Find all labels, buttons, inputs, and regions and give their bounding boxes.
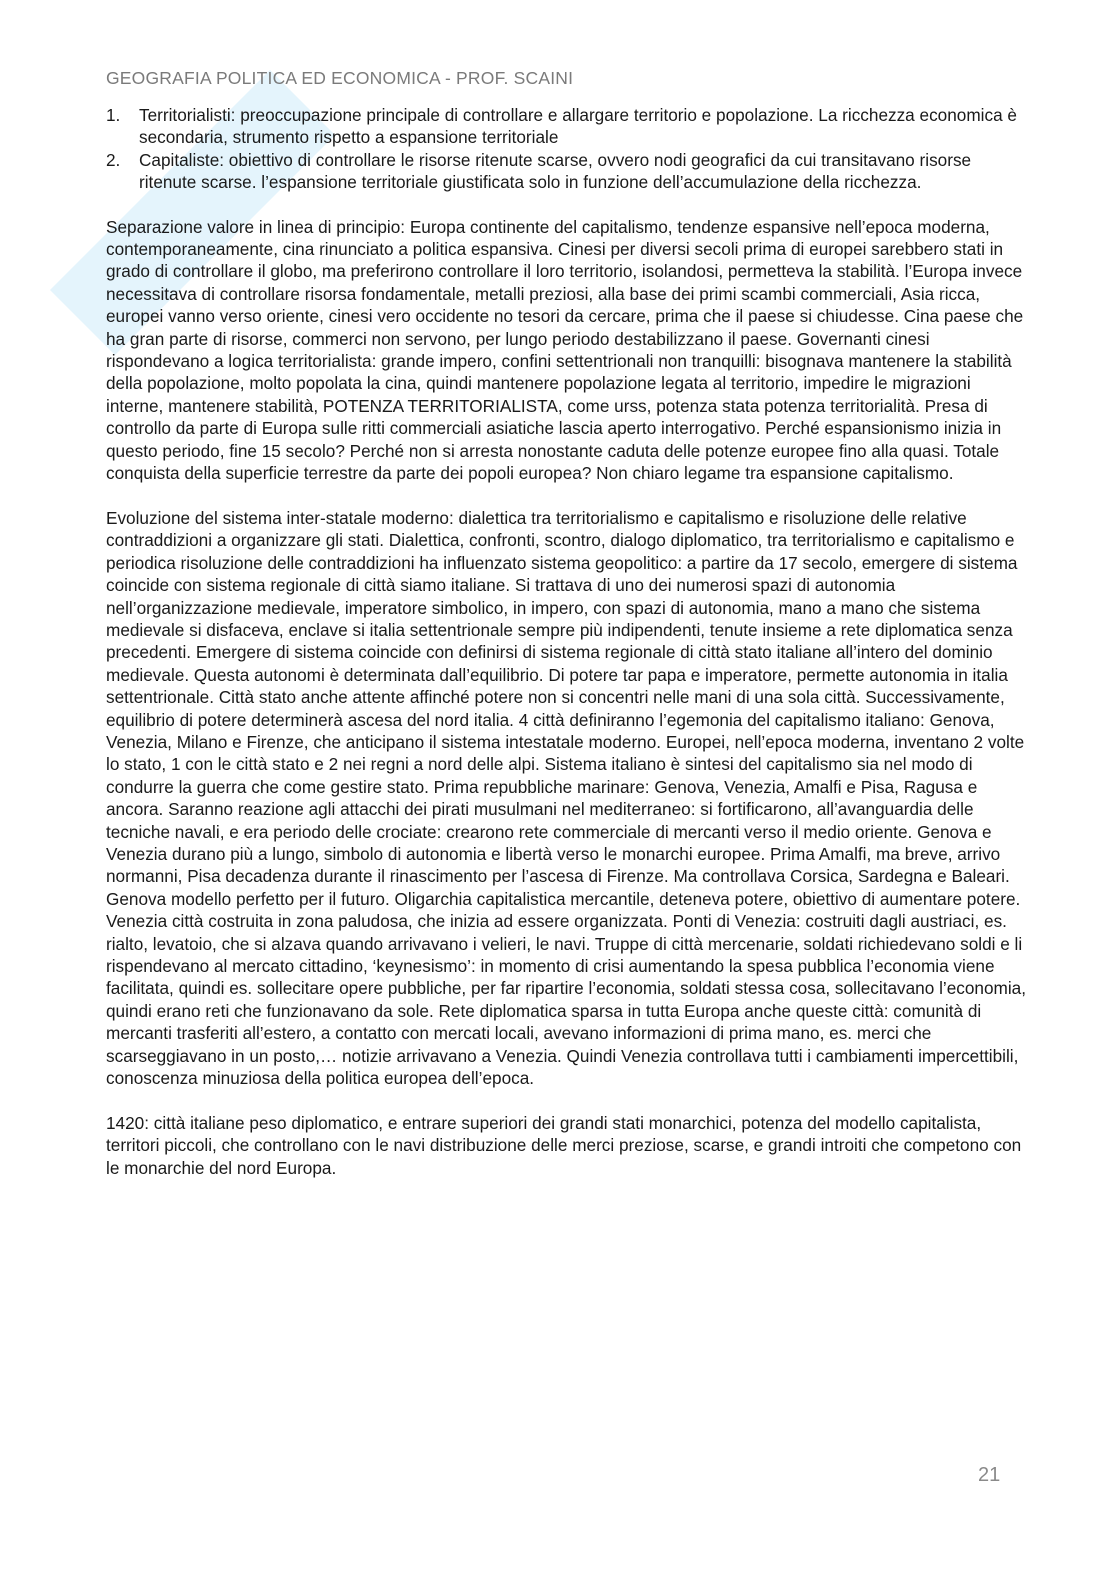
list-item-text: Territorialisti: preoccupazione principale di controllare e allargare territorio e popolazione. La ricchezza economica è secondaria, strumento rispetto a espansione territoriale: [139, 105, 1017, 148]
page-number: 21: [978, 1464, 1001, 1486]
list-item-number: 2.: [106, 149, 121, 170]
list-item-text: Capitaliste: obiettivo di controllare le risorse ritenute scarse, ovvero nodi geografici da cui transitavano risorse ritenute scarse. l’espansione territoriale giustificata solo in funzione dell’accumulazione della ricchezza.: [139, 149, 972, 193]
numbered-list: [106, 104, 1026, 194]
list-item: [106, 104, 1026, 149]
list-item-number: 1.: [106, 105, 121, 125]
paragraph-1420: 1420: città italiane peso diplomatico, e entrare superiori dei grandi stati monarchici, potenza del modello capitalista, territori piccoli, che controllano con le navi distribuzione delle merci preziose, scarse, e grandi introiti che competono con le monarchie del nord Europa.: [106, 1112, 1022, 1178]
paragraph-interstate-system: Evoluzione del sistema inter-statale moderno: dialettica tra territorialismo e capitalismo e risoluzione delle relative contraddizioni a organizzare gli stati. Dialettica, confronti, scontro, dialogo diplomatico, tra territorialismo e capitalismo e periodica risoluzione delle contraddizioni ha influenzato sistema geopolitico: a partire da 17 secolo, emergere di sistema coincide con sistema regionale di città siamo italiane. Si trattava di uno dei numerosi spazi di autonomia nell’organizzazione medievale, imperatore simbolico, in impero, con spazi di autonomia, mano a mano che sistema medievale si disfaceva, enclave si italia settentrionale sempre più indipendenti, tenute insieme a rete diplomatica senza precedenti. Emergere di sistema coincide con definirsi di sistema regionale di città stato italiane all’intero del dominio medievale. Questa autonomi è determinata dall’equilibrio. Di potere tar papa e imperatore, permette autonomia in italia settentrionale. Città stato anche attente affinché potere non si concentri nelle mani di una sola città. Successivamente, equilibrio di potere determinerà ascesa del nord italia. 4 città definiranno l’egemonia del capitalismo italiano: Genova, Venezia, Milano e Firenze, che anticipano il sistema intestatale moderno. Europei, nell’epoca moderna, inventano 2 volte lo stato, 1 con le città stato e 2 nei regni a nord delle alpi. Sistema italiano è sintesi del capitalismo sia nel modo di condurre la guerra che come gestire stato. Prima repubbliche marinare: Genova, Venezia, Amalfi e Pisa, Ragusa e ancora. Saranno reazione agli attacchi dei pirati musulmani nel mediterraneo: si fortificarono, all’avanguardia delle tecniche navali, e era periodo delle crociate: crearono rete commerciale di mercanti verso il medio oriente. Genova e Venezia durano più a lungo, simbolo di autonomia e libertà verso le monarchi europee. Prima Amalfi, ma breve, arrivo normanni, Pisa decadenza durante il rinascimento per l’ascesa di Firenze. Ma controllava Corsica, Sardegna e Baleari. Genova modello perfetto per il futuro. Oligarchia capitalistica mercantile, deteneva potere, obiettivo di aumentare potere. Venezia città costruita in zona paludosa, che inizia ad essere organizzata. Ponti di Venezia: costruiti dagli austriaci, es. rialto, levatoio, che si alzava quando arrivavano i velieri, le navi. Truppe di città mercenarie, soldati richiedevano soldi e li rispendevano al mercato cittadino, ‘keynesismo’: in momento di crisi aumentando la spesa pubblica l’economia viene facilitata, quindi es. sollecitare opere pubbliche, per far ripartire l’economia, soldati stessa cosa, sollecitavano l’economia, quindi erano reti che funzionavano da sole. Rete diplomatica sparsa in tutta Europa anche queste città: comunità di mercanti trasferiti all’estero, a contatto con mercati locali, avevano informazioni di prima mano, es. merci che scarseggiavano in un posto,… notizie arrivavano a Venezia. Quindi Venezia controllava tutti i cambiamenti impercettibili, conoscenza minuziosa della politica europea dell’epoca.: [106, 507, 1027, 1089]
list-item: [106, 149, 1026, 194]
paragraph-china-europe: Separazione valore in linea di principio: Europa continente del capitalismo, tendenze espansive nell’epoca moderna, contemporaneamente, cina rinunciato a politica espansiva. Cinesi per diversi secoli prima di europei sarebbero stati in grado di controllare il globo, ma preferirono controllare il loro territorio, isolandosi, permetteva la stabilità. l’Europa invece necessitava di controllare risorsa fondamentale, metalli preziosi, alla base dei primi scambi commerciali, Asia ricca, europei vanno verso oriente, cinesi vero occidente no tesori da cercare, prima che il paese si chiudesse. Cina paese che ha gran parte di risorse, commerci non servono, per lungo periodo destabilizzano il paese. Governanti cinesi rispondevano a logica territorialista: grande impero, confini settentrionali non tranquilli: bisognava mantenere la stabilità della popolazione, molto popolata la cina, quindi mantenere popolazione legata al territorio, impedire le migrazioni interne, mantenere stabilità, POTENZA TERRITORIALISTA, come urss, potenza stata potenza territorialità. Presa di controllo da parte di Europa sulle ritti commerciali asiatiche lascia aperto interrogativo. Perché espansionismo inizia in questo periodo, fine 15 secolo? Perché non si arresta nonostante caduta delle potenze europee fino alla quasi. Totale conquista della superficie terrestre da parte dei popoli europea? Non chiaro legame tra espansione capitalismo.: [106, 216, 1024, 484]
page-content: [106, 104, 1026, 1201]
page-header: GEOGRAFIA POLITICA ED ECONOMICA - PROF. SCAINI: [106, 68, 574, 88]
